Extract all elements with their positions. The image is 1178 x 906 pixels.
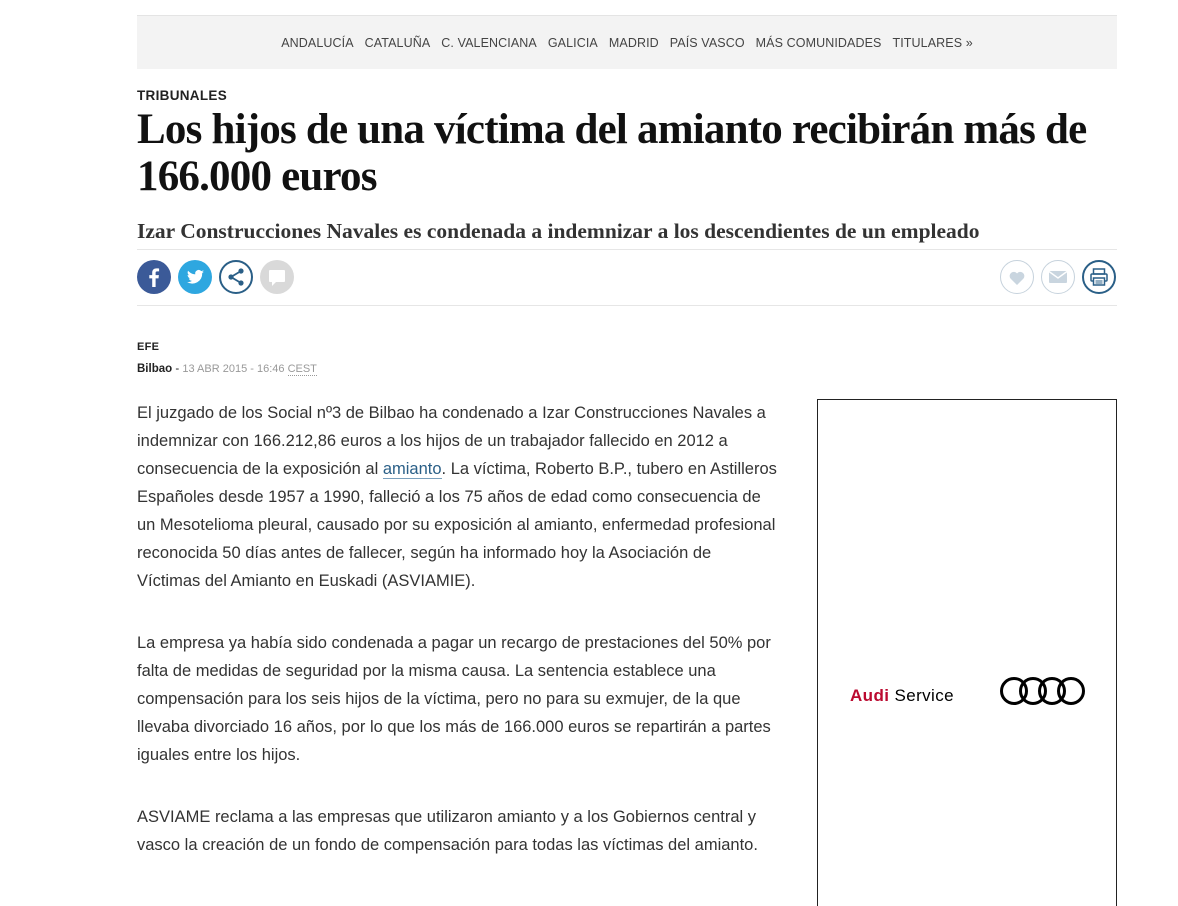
- twitter-icon: [178, 260, 212, 294]
- ad-brand-audi: Audi: [850, 686, 890, 705]
- share-button[interactable]: [219, 260, 253, 294]
- nav-pais-vasco[interactable]: PAÍS VASCO: [669, 35, 745, 50]
- byline-location-date: [137, 363, 317, 375]
- nav-c-valenciana[interactable]: C. VALENCIANA: [441, 35, 537, 50]
- region-nav: [137, 15, 1117, 69]
- subheadline: Izar Construcciones Navales es condenada a indemnizar a los descendientes de un empleado: [137, 219, 980, 243]
- paragraph-2: La empresa ya había sido condenada a pagar un recargo de prestaciones del 50% por falta de medidas de seguridad por la misma causa. La sentencia establece una compensación para los seis hijos de la víctima, pero no para su exmujer, de la que llevaba divorciado 16 años, por lo que los más de 166.000 euros se repartirán a partes iguales entre los hijos.: [137, 634, 771, 764]
- article-body: [137, 399, 777, 893]
- ad-brand-service: Service: [889, 686, 954, 705]
- nav-cataluna[interactable]: CATALUÑA: [364, 35, 431, 50]
- headline: Los hijos de una víctima del amianto recibirán más de 166.000 euros: [137, 106, 1087, 200]
- timezone-abbr: CEST: [287, 363, 317, 375]
- paragraph-1-end: . La víctima, Roberto B.P., tubero en Astilleros Españoles desde 1957 a 1990, falleció a los 75 años de edad como consecuencia de un Mesotelioma pleural, causado por su exposición al amianto, enfermedad profesional reconocida 50 días antes de fallecer, según ha informado hoy la Asociación de Víctimas del Amianto en Euskadi (ASVIAMIE).: [137, 460, 777, 590]
- nav-andalucia[interactable]: ANDALUCÍA: [281, 35, 354, 50]
- email-button[interactable]: [1041, 260, 1075, 294]
- byline-separator: -: [172, 363, 183, 375]
- facebook-icon: [137, 260, 171, 294]
- nav-mas-comunidades[interactable]: MÁS COMUNIDADES: [755, 35, 882, 50]
- nav-galicia[interactable]: GALICIA: [547, 35, 598, 50]
- heart-icon: [1001, 261, 1033, 293]
- amianto-link[interactable]: amianto: [382, 460, 442, 478]
- share-bar: [137, 249, 1117, 306]
- print-icon: [1084, 262, 1114, 292]
- publish-date: 13 ABR 2015 - 16:46: [182, 363, 288, 375]
- comment-icon: [260, 260, 294, 294]
- nav-titulares[interactable]: TITULARES »: [892, 35, 973, 50]
- byline-agency: EFE: [137, 341, 160, 353]
- ad-brand-text: [850, 686, 954, 706]
- share-icon: [221, 262, 251, 292]
- facebook-share-button[interactable]: [137, 260, 171, 294]
- section-label[interactable]: TRIBUNALES: [137, 88, 227, 103]
- paragraph-1-start: El juzgado de los Social nº3 de Bilbao ha condenado a Izar Construcciones Navales a indemnizar con 166.212,86 euros a los hijos de un trabajador fallecido en 2012 a consecuencia de la exposición al: [137, 404, 766, 478]
- paragraph-1: [137, 399, 777, 595]
- audi-ad[interactable]: [817, 399, 1117, 906]
- like-button[interactable]: [1000, 260, 1034, 294]
- nav-madrid[interactable]: MADRID: [608, 35, 659, 50]
- byline-city: Bilbao: [137, 363, 173, 375]
- paragraph-3: ASVIAME reclama a las empresas que utilizaron amianto y a los Gobiernos central y vasco la creación de un fondo de compensación para todas las víctimas del amianto.: [137, 808, 758, 854]
- twitter-share-button[interactable]: [178, 260, 212, 294]
- mail-icon: [1042, 261, 1074, 293]
- print-button[interactable]: [1082, 260, 1116, 294]
- comment-button[interactable]: [260, 260, 294, 294]
- audi-rings-logo: [998, 676, 1088, 706]
